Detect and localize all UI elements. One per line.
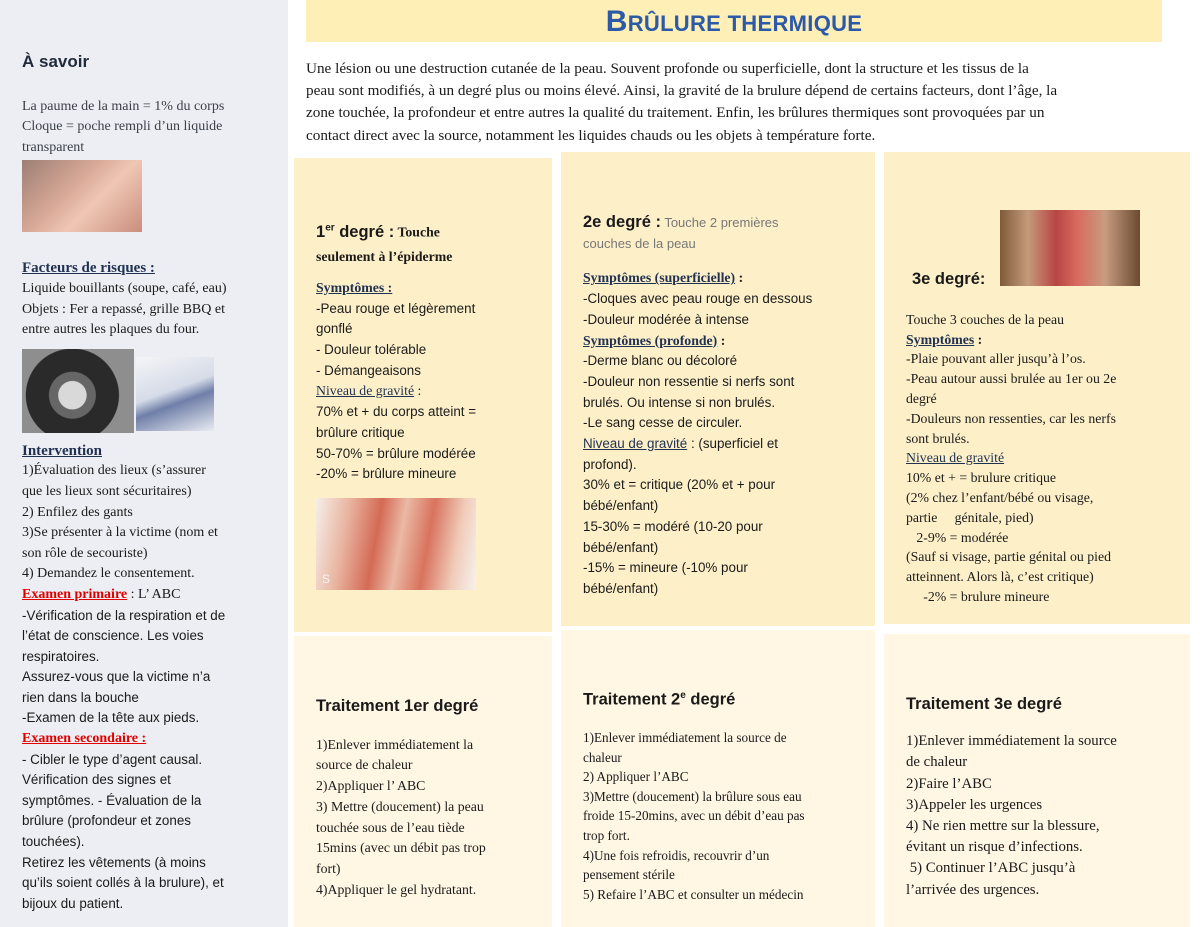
facts xyxy=(22,97,270,159)
risk-line: Objets : Fer a repassé, grille BBQ et xyxy=(22,301,225,317)
degree2-gravity-line: bébé/enfant) xyxy=(583,539,659,555)
sidebar xyxy=(0,0,288,927)
treatment2-line: 1)Enlever immédiatement la source de xyxy=(583,730,787,746)
degree2-deep-line: -Le sang cesse de circuler. xyxy=(583,415,743,431)
risk-line: Liquide bouillants (soupe, café, eau) xyxy=(22,280,227,296)
treatment1-heading: Traitement 1er degré xyxy=(316,697,479,715)
degree1-gravity-line: -20% = brûlure mineure xyxy=(316,466,457,482)
degree3-symptoms-after: : xyxy=(974,331,983,347)
secondary-line: Vérification des signes et xyxy=(22,772,171,788)
degree3-symptoms-heading xyxy=(906,330,1186,350)
degree3-symptom: -Douleurs non ressenties, car les nerfs xyxy=(906,410,1116,426)
degree3-gravity-line: partie génitale, pied) xyxy=(906,509,1034,525)
title-rest: RÛLURE THERMIQUE xyxy=(627,11,863,36)
degree1-heading xyxy=(316,218,546,243)
degree2-deep-line: -Derme blanc ou décoloré xyxy=(583,353,738,369)
primary-line: Assurez-vous que la victime n’a xyxy=(22,669,211,685)
degree2-sup-line: -Douleur modérée à intense xyxy=(583,311,749,327)
degree3-gravity-line: 2-9% = modérée xyxy=(906,529,1009,545)
treatment2-heading xyxy=(583,686,873,710)
degree1-num: 1 xyxy=(316,222,326,241)
degree3-symptom: sont brulés. xyxy=(906,430,970,446)
degree3-gravity-line: -2% = brulure mineure xyxy=(906,588,1050,604)
intro-line: zone touchée, la profondeur et entre autres la qualité du traitement. Enfin, les brûlures thermiques sont provoquées par un xyxy=(306,104,1045,122)
treatment1-line: 2)Appliquer l’ ABC xyxy=(316,778,426,794)
intervention-line: 4) Demandez le consentement. xyxy=(22,566,195,582)
degree3-gravity-label: Niveau de gravité xyxy=(906,450,1005,466)
primary-exam-line xyxy=(22,585,270,606)
intervention-line: 3)Se présenter à la victime (nom et xyxy=(22,525,218,541)
hands-watermark: S xyxy=(322,572,331,586)
degree1-symptom: - Démangeaisons xyxy=(316,362,421,378)
treatment3-line: 4) Ne rien mettre sur la blessure, xyxy=(906,818,1100,835)
degree2-deep-line: brulés. Ou intense si non brulés. xyxy=(583,394,776,410)
primary-line: -Vérification de la respiration et de xyxy=(22,607,226,623)
degree3-symptoms-label: Symptômes xyxy=(906,331,975,347)
treatment2-line: froide 15-20mins, avec un débit d’eau pas xyxy=(583,808,805,824)
primary-line: rien dans la bouche xyxy=(22,689,139,705)
title-first-letter: B xyxy=(605,5,628,38)
page-title xyxy=(605,5,863,38)
treatment3-line: l’arrivée des urgences. xyxy=(906,881,1040,898)
treatment2-line: 5) Refaire l’ABC et consulter un médecin xyxy=(583,886,804,902)
degree2-gravity-line: bébé/enfant) xyxy=(583,580,659,596)
degree2-deep-heading xyxy=(583,331,873,352)
degree3-gravity-line: 10% et + = brulure critique xyxy=(906,470,1057,486)
intervention-line: 2) Enfilez des gants xyxy=(22,504,133,520)
degree1-gravity-label: Niveau de gravité xyxy=(316,383,415,399)
sidebar-heading: À savoir xyxy=(22,52,90,71)
treatment2-line: 4)Une fois refroidis, recouvrir d’un xyxy=(583,847,770,863)
treatment1-line: 15mins (avec un débit pas trop xyxy=(316,840,486,856)
treatment3-heading: Traitement 3e degré xyxy=(906,695,1062,713)
degree2-gravity-line: 30% et = critique (20% et + pour xyxy=(583,477,776,493)
degree3-heading: 3e degré: xyxy=(912,270,986,288)
treatment2-heading-sup: e xyxy=(680,690,686,701)
secondary-line: Retirez les vêtements (à moins xyxy=(22,854,206,870)
degree1-word: degré : xyxy=(334,222,395,241)
degree3-symptom: degré xyxy=(906,390,937,406)
card-treatment-2 xyxy=(561,630,875,927)
fact-line: La paume de la main = 1% du corps xyxy=(22,98,225,114)
degree2-gravity-line: -15% = mineure (-10% pour xyxy=(583,560,748,576)
degree2-heading xyxy=(583,212,873,234)
secondary-line: - Cibler le type d’agent causal. xyxy=(22,751,203,767)
treatment2-line: pensement stérile xyxy=(583,867,675,883)
degree3-desc: Touche 3 couches de la peau xyxy=(906,311,1065,327)
treatment2-line: 2) Appliquer l’ABC xyxy=(583,769,689,785)
treatment2-line: chaleur xyxy=(583,749,622,765)
degree1-gravity-line: brûlure critique xyxy=(316,424,405,440)
intervention-heading: Intervention xyxy=(22,442,102,459)
fact-line: Cloque = poche rempli d’un liquide xyxy=(22,119,223,135)
primary-line: l’état de conscience. Les voies xyxy=(22,628,204,644)
card-degree-2 xyxy=(561,152,875,626)
degree3-symptom: -Peau autour aussi brulée au 1er ou 2e xyxy=(906,371,1117,387)
degree3-symptom: -Plaie pouvant aller jusqu’à l’os. xyxy=(906,351,1086,367)
degree3-gravity-line: (Sauf si visage, partie génital ou pied xyxy=(906,549,1111,565)
intervention-line: son rôle de secouriste) xyxy=(22,545,148,561)
degree1-symptoms-label: Symptômes : xyxy=(316,279,393,295)
degree1-sup: er xyxy=(325,222,335,233)
treatment2-heading-a: Traitement 2 xyxy=(583,690,681,709)
degree2-sup-label: Symptômes (superficielle) xyxy=(583,270,736,286)
treatment1-line: fort) xyxy=(316,860,341,876)
title-bar xyxy=(306,0,1162,42)
degree2-deep-line: -Douleur non ressentie si nerfs sont xyxy=(583,373,795,389)
treatment1-line: 1)Enlever immédiatement la xyxy=(316,736,474,752)
degree2-sup-line: -Cloques avec peau rouge en dessous xyxy=(583,291,813,307)
iron-photo xyxy=(136,357,214,431)
primary-line: -Examen de la tête aux pieds. xyxy=(22,710,200,726)
degree2-gravity-label: Niveau de gravité xyxy=(583,436,688,452)
degree1-gravity-after: : xyxy=(414,383,422,399)
treatment2-line: trop fort. xyxy=(583,828,630,844)
card-treatment-3 xyxy=(884,634,1190,927)
degree2-sup-after: : xyxy=(735,270,744,286)
degree1-gravity-line: 70% et + du corps atteint = xyxy=(316,404,477,420)
secondary-line: touchées). xyxy=(22,834,85,850)
secondary-line: qu’ils soient collés à la brulure), et xyxy=(22,875,224,891)
card-degree-1 xyxy=(294,158,552,632)
degree2-gravity-line: 15-30% = modéré (10-20 pour xyxy=(583,518,763,534)
card-degree-3 xyxy=(884,152,1190,624)
treatment3-line: 5) Continuer l’ABC jusqu’à xyxy=(906,860,1076,877)
secondary-line: brûlure (profondeur et zones xyxy=(22,813,191,829)
degree3-gravity-line: atteinnent. Alors là, c’est critique) xyxy=(906,569,1094,585)
treatment1-line: touchée sous de l’eau tiède xyxy=(316,819,465,835)
degree1-symptom: - Douleur tolérable xyxy=(316,342,427,358)
risk-photos xyxy=(22,349,270,435)
secondary-line: bijoux du patient. xyxy=(22,895,124,911)
degree1-gravity-heading xyxy=(316,381,546,402)
secondary-line: symptômes. - Évaluation de la xyxy=(22,792,202,808)
treatment2-heading-b: degré xyxy=(685,690,736,709)
treatment3-line: évitant un risque d’infections. xyxy=(906,839,1083,856)
primary-exam-after: : L’ ABC xyxy=(127,586,181,602)
intervention-line: 1)Évaluation des lieux (s’assurer xyxy=(22,463,206,479)
risk-line: entre autres les plaques du four. xyxy=(22,322,200,338)
degree1-gravity-line: 50-70% = brûlure modérée xyxy=(316,445,476,461)
treatment3-line: de chaleur xyxy=(906,754,968,771)
boiling-pot-photo xyxy=(22,349,134,433)
intro-line: Une lésion ou une destruction cutanée de la peau. Souvent profonde ou superficielle, dont la structure et les tissus de la xyxy=(306,60,1029,77)
risk-section xyxy=(22,258,270,340)
degree2-desc: Touche 2 premières xyxy=(660,215,779,230)
risk-heading: Facteurs de risques : xyxy=(22,260,155,277)
degree2-gravity-heading xyxy=(583,434,873,455)
degree2-desc2: couches de la peau xyxy=(583,235,696,251)
secondary-exam-label: Examen secondaire : xyxy=(22,731,147,747)
treatment3-line: 2)Faire l’ABC xyxy=(906,775,992,792)
degree1-symptom: -Peau rouge et légèrement xyxy=(316,300,476,316)
degree1-symptom: gonflé xyxy=(316,321,353,337)
degree2-gravity-line: profond). xyxy=(583,456,637,472)
degree1-desc2: seulement à l’épiderme xyxy=(316,249,453,265)
degree2-gravity-after: : (superficiel et xyxy=(687,436,779,452)
intro-line: contact direct avec la source, notamment les liquides chauds ou les objets à température forte. xyxy=(306,126,876,144)
burned-hands-photo xyxy=(316,498,476,590)
intervention-section xyxy=(22,441,270,915)
degree2-deep-after: : xyxy=(717,332,726,348)
degree3-gravity-line: (2% chez l’enfant/bébé ou visage, xyxy=(906,489,1094,505)
card-treatment-1 xyxy=(294,636,552,927)
degree2-sup-heading xyxy=(583,268,873,289)
intro-paragraph xyxy=(306,58,1196,147)
treatment1-line: source de chaleur xyxy=(316,757,413,773)
primary-exam-label: Examen primaire xyxy=(22,586,128,602)
degree2-gravity-line: bébé/enfant) xyxy=(583,498,659,514)
fact-line: transparent xyxy=(22,139,85,155)
treatment3-line: 3)Appeler les urgences xyxy=(906,796,1043,813)
treatment2-line: 3)Mettre (doucement) la brûlure sous eau xyxy=(583,788,802,804)
foot-blister-photo xyxy=(22,160,142,232)
degree1-desc: Touche xyxy=(394,224,440,240)
treatment3-line: 1)Enlever immédiatement la source xyxy=(906,733,1117,750)
intervention-line: que les lieux sont sécuritaires) xyxy=(22,483,192,499)
primary-line: respiratoires. xyxy=(22,648,100,664)
treatment1-line: 3) Mettre (doucement) la peau xyxy=(316,798,484,814)
treatment1-line: 4)Appliquer le gel hydratant. xyxy=(316,881,477,897)
degree2-deep-label: Symptômes (profonde) xyxy=(583,332,718,348)
intro-line: peau sont modifiés, à un degré plus ou moins élevé. Ainsi, la gravité de la brulure dépend de certains facteurs, dont l’âge, la xyxy=(306,82,1058,100)
degree2-heading-label: 2e degré : xyxy=(583,213,661,231)
